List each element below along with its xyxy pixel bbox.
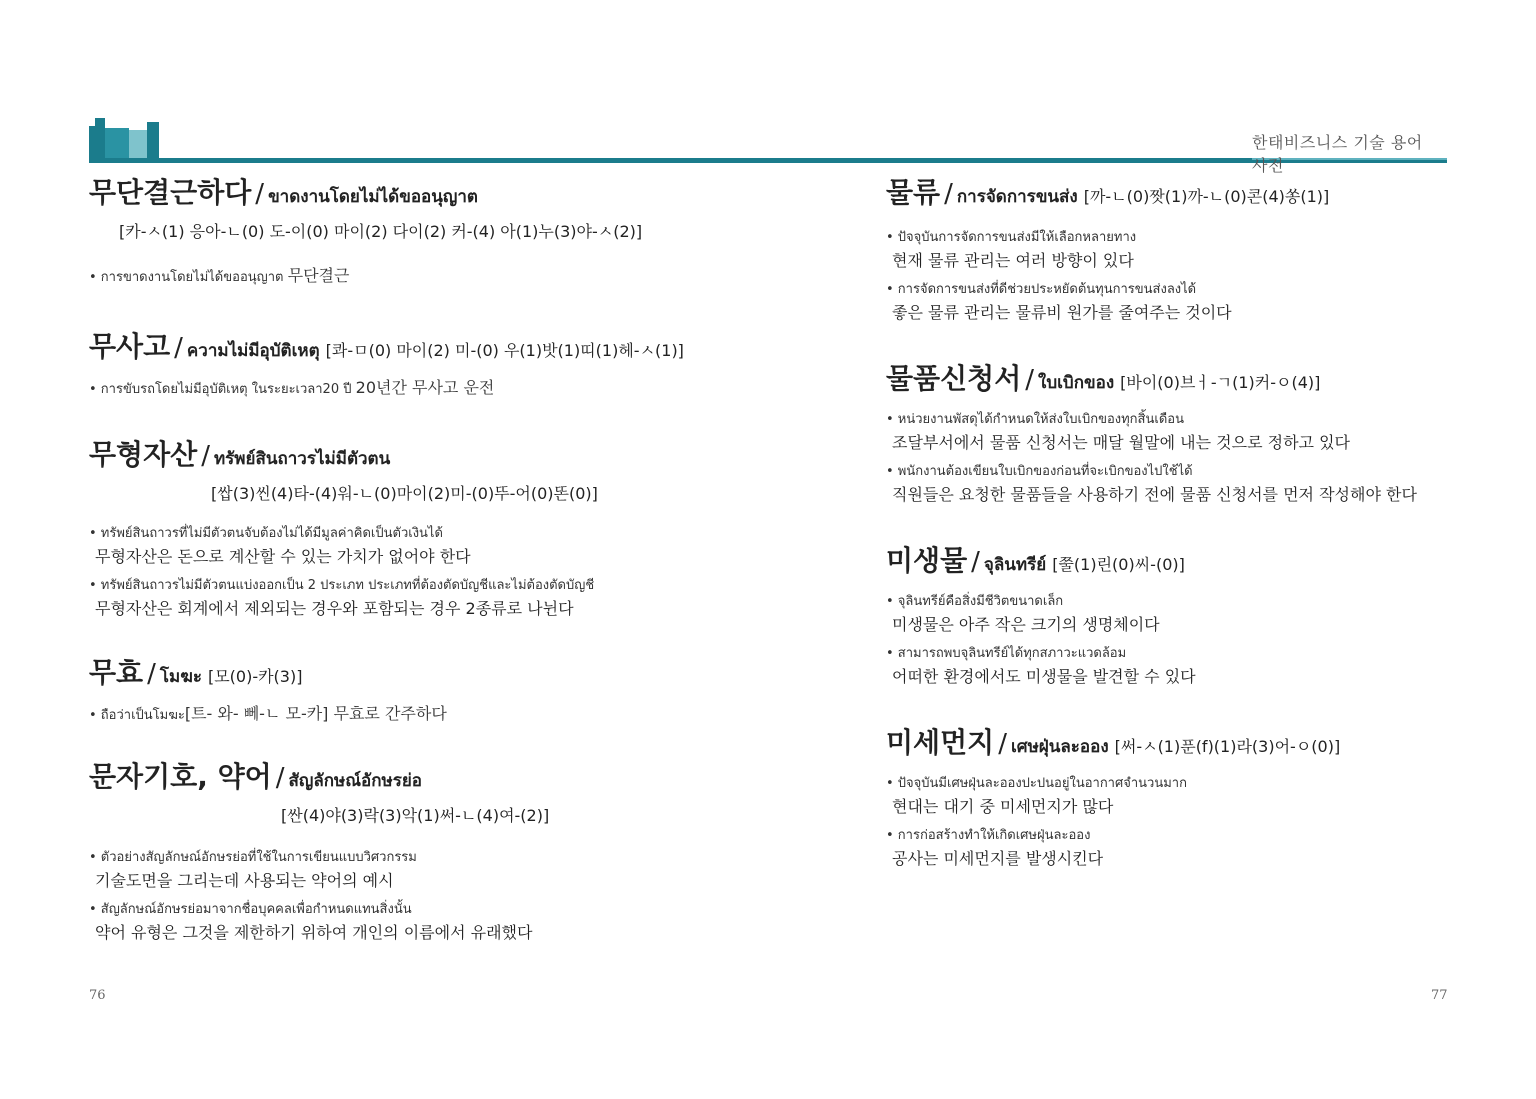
entry-example-bullet: • ตัวอย่างสัญลักษณ์อักษรย่อที่ใช้ในการเขียนแบบวิศวกรรม <box>89 850 417 865</box>
entry-example-korean: 약어 유형은 그것을 제한하기 위하여 개인의 이름에서 유래했다 <box>95 923 533 942</box>
entry-term: 물품신청서 <box>886 362 1022 395</box>
entry-term: 미생물 <box>886 544 968 577</box>
entry-thai: ใบเบิกของ <box>1038 373 1115 393</box>
entry-example-bullet: • หน่วยงานพัสดุได้กำหนดให้ส่งใบเบิกของทุกสิ้นเดือน <box>886 412 1184 427</box>
entry-example-bullet: • ปัจจุบันการจัดการขนส่งมีให้เลือกหลายทาง <box>886 230 1137 245</box>
entry-term: 미세먼지 <box>886 726 995 759</box>
entry-example-korean: 현재 물류 관리는 여러 방향이 있다 <box>892 251 1134 270</box>
header-rule <box>89 158 1447 163</box>
entry-pronunciation: [모(0)-카(3)] <box>207 667 303 686</box>
entry-example-bullet: • การขาดงานโดยไม่ได้ขออนุญาต 무단결근 <box>89 266 350 285</box>
entry-misemeonji: 미세먼지 / เศษฝุ่นละออง [써-ㅅ(1)푼(f)(1)라(3)어-ㅇ(0)] • ปัจจุบันมีเศษฝุ่นละอองปะปนอยู่ในอากาศจำนวนมาก 현대는 대기 중 미세먼지가 많다 • การก่อสร้างทำให้เกิดเศษฝุ่นละออง 공사는 미세먼지를 발생시킨다 <box>886 722 1486 872</box>
entry-term: 문자기호, 약어 <box>89 760 272 793</box>
entry-example-korean: 조달부서에서 물품 신청서는 매달 월말에 내는 것으로 정하고 있다 <box>892 433 1351 452</box>
header-title-box <box>1252 128 1447 175</box>
entry-munja: 문자기호, 약어 / สัญลักษณ์อักษรย่อ [싼(4)야(3)락(3)악(1)써-ㄴ(4)여-(2)] • ตัวอย่างสัญลักษณ์อักษรย่อที่ใช้ในการเขียนแบบวิศวกรรม 기술도면을 그리는데 사용되는 약어의 예시 • สัญลักษณ์อักษรย่อมาจากชื่อบุคคลเพื่อกำหนดแทนสิ่งนั้น 약어 유형은 그것을 제한하기 위하여 개인의 이름에서 유래했다 <box>89 756 789 946</box>
entry-thai: ทรัพย์สินถาวรไม่มีตัวตน <box>213 449 391 469</box>
entry-example-bullet: • ทรัพย์สินถาวรไม่มีตัวตนแบ่งออกเป็น 2 ประเภท ประเภทที่ต้องตัดบัญชีและไม่ต้องตัดบัญชี <box>89 578 595 593</box>
entry-term: 물류 <box>886 176 941 209</box>
entry-example-korean: 미생물은 아주 작은 크기의 생명체이다 <box>892 615 1160 634</box>
page-number-left: 76 <box>89 988 106 1003</box>
entry-mulpum: 물품신청서 / ใบเบิกของ [바이(0)브ㅓ-ㄱ(1)커-ㅇ(4)] • หน่วยงานพัสดุได้กำหนดให้ส่งใบเบิกของทุกสิ้นเดือน 조달부서에서 물품 신청서는 매달 월말에 내는 것으로 정하고 있다 • พนักงานต้องเขียนใบเบิกของก่อนที่จะเบิกของไปใช้ได้ 직원들은 요청한 물품들을 사용하기 전에 물품 신청서를 먼저 작성해야 한다 <box>886 358 1486 508</box>
entry-example-bullet: • สามารถพบจุลินทรีย์ได้ทุกสภาวะแวดล้อม <box>886 646 1127 661</box>
entry-pronunciation: [바이(0)브ㅓ-ㄱ(1)커-ㅇ(4)] <box>1120 373 1321 392</box>
entry-thai: สัญลักษณ์อักษรย่อ <box>288 771 423 791</box>
entry-example-korean: 어떠한 환경에서도 미생물을 발견할 수 있다 <box>892 667 1196 686</box>
entry-pronunciation: [싼(4)야(3)락(3)악(1)써-ㄴ(4)여-(2)] <box>281 806 550 825</box>
entry-muhyo: 무효 / โมฆะ [모(0)-카(3)] • ถือว่าเป็นโมฆะ[트- 와- 뻬-ㄴ 모-카] 무효로 간주하다 <box>89 652 789 726</box>
entry-thai: ขาดงานโดยไม่ได้ขออนุญาต <box>268 187 478 207</box>
entry-example-bullet: • สัญลักษณ์อักษรย่อมาจากชื่อบุคคลเพื่อกำหนดแทนสิ่งนั้น <box>89 902 412 917</box>
entry-pronunciation: [까-ㄴ(0)짯(1)까-ㄴ(0)콘(4)쏭(1)] <box>1083 187 1330 206</box>
entry-example-bullet: • ปัจจุบันมีเศษฝุ่นละอองปะปนอยู่ในอากาศจำนวนมาก <box>886 776 1187 791</box>
entry-example-korean: 무형자산은 회계에서 제외되는 경우와 포함되는 경우 2종류로 나뉜다 <box>95 599 574 618</box>
entry-thai: ความไม่มีอุบัติเหตุ <box>186 341 320 361</box>
entry-example-bullet: • ถือว่าเป็นโมฆะ[트- 와- 뻬-ㄴ 모-카] 무효로 간주하다 <box>89 704 447 723</box>
entry-example-korean: 직원들은 요청한 물품들을 사용하기 전에 물품 신청서를 먼저 작성해야 한다 <box>892 485 1417 504</box>
entry-example-bullet: • ทรัพย์สินถาวรที่ไม่มีตัวตนจับต้องไม่ได้มีมูลค่าคิดเป็นตัวเงินได้ <box>89 526 443 541</box>
left-column <box>89 172 789 946</box>
entry-example-bullet: • การก่อสร้างทำให้เกิดเศษฝุ่นละออง <box>886 828 1091 843</box>
entry-misaengmul: 미생물 / จุลินทรีย์ [쭐(1)린(0)씨-(0)] • จุลินทรีย์คือสิ่งมีชีวิตขนาดเล็ก 미생물은 아주 작은 크기의 생명체이다 • สามารถพบจุลินทรีย์ได้ทุกสภาวะแวดล้อม 어떠한 환경에서도 미생물을 발견할 수 있다 <box>886 540 1486 690</box>
entry-example-bullet: • การจัดการขนส่งที่ดีช่วยประหยัดต้นทุนการขนส่งลงได้ <box>886 282 1197 297</box>
entry-example-korean: 좋은 물류 관리는 물류비 원가를 줄여주는 것이다 <box>892 303 1232 322</box>
book-title: 한태비즈니스 기술 용어 사전 <box>1252 133 1423 175</box>
entry-pronunciation: [카-ㅅ(1) 응아-ㄴ(0) 도-이(0) 마이(2) 다이(2) 커-(4) 아(1)누(3)야-ㅅ(2)] <box>119 222 643 241</box>
entry-example-bullet: • จุลินทรีย์คือสิ่งมีชีวิตขนาดเล็ก <box>886 594 1064 609</box>
entry-example-korean: 현대는 대기 중 미세먼지가 많다 <box>892 797 1114 816</box>
entry-pronunciation: [콰-ㅁ(0) 마이(2) 미-(0) 우(1)밧(1)띠(1)헤-ㅅ(1)] <box>325 341 684 360</box>
entry-thai: การจัดการขนส่ง <box>956 187 1078 207</box>
entry-muhyeong: 무형자산 / ทรัพย์สินถาวรไม่มีตัวตน [쌉(3)씬(4)타-(4)워-ㄴ(0)마이(2)미-(0)뚜-어(0)똔(0)] • ทรัพย์สินถาวรที่ไม่มีตัวตนจับต้องไม่ได้มีมูลค่าคิดเป็นตัวเงินได้ 무형자산은 돈으로 계산할 수 있는 가치가 없어야 한다 • ทรัพย์สินถาวรไม่มีตัวตนแบ่งออกเป็น 2 ประเภท ประเภทที่ต้องตัดบัญชีและไม่ต้องตัดบัญชี 무형자산은 회계에서 제외되는 경우와 포함되는 경우 2종류로 나뉜다 <box>89 434 789 622</box>
right-column <box>886 172 1486 872</box>
entry-thai: จุลินทรีย์ <box>983 555 1047 575</box>
entry-term: 무형자산 <box>89 438 198 471</box>
header-logo <box>89 116 159 162</box>
entry-term: 무단결근하다 <box>89 176 252 209</box>
entry-term: 무사고 <box>89 330 171 363</box>
entry-example-korean: 공사는 미세먼지를 발생시킨다 <box>892 849 1104 868</box>
page-number-right: 77 <box>1431 988 1448 1003</box>
entry-pronunciation: [쭐(1)린(0)씨-(0)] <box>1052 555 1185 574</box>
entry-thai: เศษฝุ่นละออง <box>1010 737 1109 757</box>
entry-example-bullet: • การขับรถโดยไม่มีอุบัติเหตุ ในระยะเวลา20 ปี 20년간 무사고 운전 <box>89 378 495 397</box>
entry-mullyu: 물류 / การจัดการขนส่ง [까-ㄴ(0)짯(1)까-ㄴ(0)콘(4)쏭(1)] • ปัจจุบันการจัดการขนส่งมีให้เลือกหลายทาง 현재 물류 관리는 여러 방향이 있다 • การจัดการขนส่งที่ดีช่วยประหยัดต้นทุนการขนส่งลงได้ 좋은 물류 관리는 물류비 원가를 줄여주는 것이다 <box>886 172 1486 326</box>
entry-pronunciation: [써-ㅅ(1)푼(f)(1)라(3)어-ㅇ(0)] <box>1114 737 1341 756</box>
entry-pronunciation: [쌉(3)씬(4)타-(4)워-ㄴ(0)마이(2)미-(0)뚜-어(0)똔(0)] <box>211 484 598 503</box>
entry-example-korean: 무형자산은 돈으로 계산할 수 있는 가치가 없어야 한다 <box>95 547 471 566</box>
entry-musago: 무사고 / ความไม่มีอุบัติเหตุ [콰-ㅁ(0) 마이(2) 미-(0) 우(1)밧(1)띠(1)헤-ㅅ(1)] • การขับรถโดยไม่มีอุบัติเหตุ ในระยะเวลา20 ปี 20년간 무사고 운전 <box>89 326 789 400</box>
entry-example-bullet: • พนักงานต้องเขียนใบเบิกของก่อนที่จะเบิกของไปใช้ได้ <box>886 464 1193 479</box>
entry-mudan: 무단결근하다 / ขาดงานโดยไม่ได้ขออนุญาต [카-ㅅ(1) 응아-ㄴ(0) 도-이(0) 마이(2) 다이(2) 커-(4) 아(1)누(3)야-ㅅ(2)] • การขาดงานโดยไม่ได้ขออนุญาต 무단결근 <box>89 172 789 288</box>
entry-term: 무효 <box>89 656 144 689</box>
entry-thai: โมฆะ <box>159 667 202 687</box>
entry-example-korean: 기술도면을 그리는데 사용되는 약어의 예시 <box>95 871 394 890</box>
